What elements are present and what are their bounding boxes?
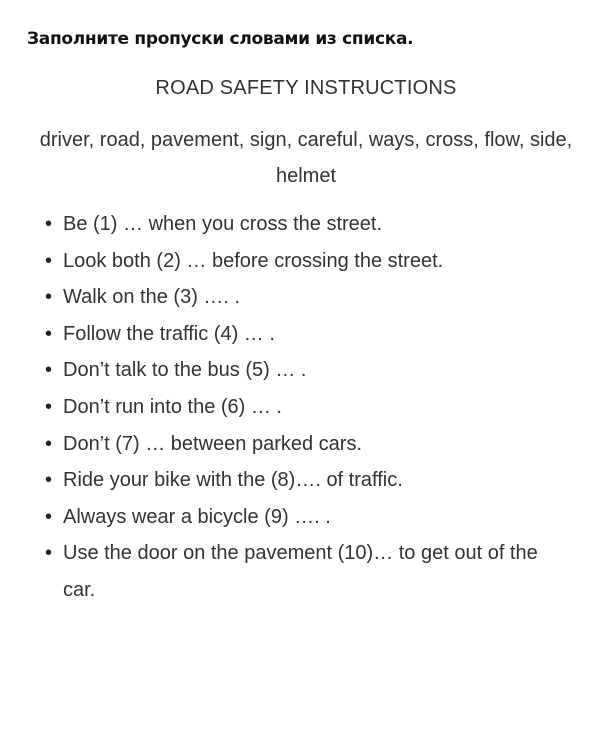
bullet-icon: • <box>45 249 53 272</box>
instruction-list <box>45 206 585 609</box>
bullet-icon: • <box>45 395 53 418</box>
list-item <box>45 389 585 426</box>
list-item-text: Always wear a bicycle (9) …. . <box>63 505 331 528</box>
list-item <box>45 206 585 243</box>
list-item <box>45 243 585 280</box>
list-item-text: Don’t talk to the bus (5) … . <box>63 359 307 382</box>
list-item <box>45 535 585 608</box>
list-item-text: Don’t (7) … between parked cars. <box>63 432 363 455</box>
list-item <box>45 462 585 499</box>
bullet-icon: • <box>45 286 53 309</box>
list-item-text: Be (1) … when you cross the street. <box>63 213 383 235</box>
list-item <box>45 426 585 463</box>
worksheet-title: ROAD SAFETY INSTRUCTIONS <box>155 77 457 99</box>
task-instruction: Заполните пропуски словами из списка. <box>27 29 414 49</box>
bullet-icon: • <box>45 213 53 235</box>
list-item <box>45 279 585 316</box>
word-list: driver, road, pavement, sign, careful, ways, cross, flow, side, helmet <box>39 129 573 187</box>
list-item <box>45 499 585 536</box>
bullet-icon: • <box>45 469 53 492</box>
bullet-icon: • <box>45 432 53 455</box>
list-item <box>45 352 585 389</box>
list-item-text: Ride your bike with the (8)…. of traffic. <box>63 469 403 492</box>
list-item <box>45 316 585 353</box>
list-item-text: Look both (2) … before crossing the street. <box>63 249 444 272</box>
bullet-icon: • <box>45 542 53 565</box>
list-item-text: Follow the traffic (4) … . <box>63 322 275 345</box>
bullet-icon: • <box>45 505 53 528</box>
list-item-text: Use the door on the pavement (10)… to get out of the car. <box>63 542 538 601</box>
bullet-icon: • <box>45 322 53 345</box>
list-item-text: Walk on the (3) …. . <box>63 286 241 309</box>
bullet-icon: • <box>45 359 53 382</box>
list-item-text: Don’t run into the (6) … . <box>63 395 282 418</box>
